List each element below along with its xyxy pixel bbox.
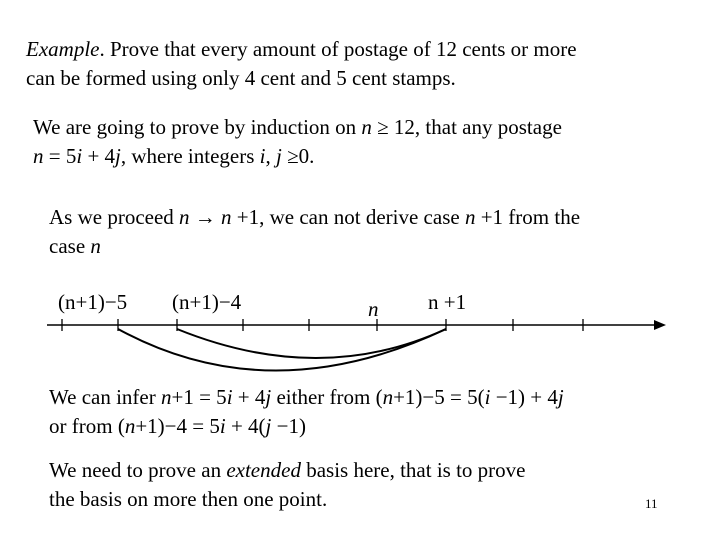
number-line-arrowhead bbox=[654, 320, 666, 330]
example-text: . Prove that every amount of postage of 12 cents or more bbox=[99, 37, 577, 61]
extended-line-1: We need to prove an extended basis here, that is to prove bbox=[49, 458, 526, 482]
proceed-line-1: As we proceed n → n +1, we can not derive case n +1 from the bbox=[49, 205, 581, 229]
extended-word: extended bbox=[226, 458, 301, 482]
proceed-line-2: case n bbox=[49, 234, 101, 258]
arc-from-minus5 bbox=[118, 329, 446, 371]
infer-line-1: We can infer n+1 = 5i + 4j either from (n+1)−5 = 5(i −1) + 4j bbox=[49, 385, 564, 409]
plan-line-1: We are going to prove by induction on n ≥ 12, that any postage bbox=[33, 115, 562, 139]
extended-line-2: the basis on more then one point. bbox=[49, 487, 328, 511]
infer-line-2: or from (n+1)−4 = 5i + 4(j −1) bbox=[49, 414, 306, 438]
label-n-plus1-minus5: (n+1)−5 bbox=[58, 290, 128, 314]
slide-number: 11 bbox=[645, 496, 658, 511]
plan-line-2: n = 5i + 4j, where integers i, j ≥0. bbox=[33, 144, 315, 168]
label-n-plus1: n +1 bbox=[428, 290, 467, 314]
example-line-2: can be formed using only 4 cent and 5 cent stamps. bbox=[26, 66, 456, 90]
arc-from-minus4 bbox=[177, 329, 446, 358]
label-n: n bbox=[368, 297, 379, 321]
label-n-plus1-minus4: (n+1)−4 bbox=[172, 290, 242, 314]
example-label: Example bbox=[26, 37, 100, 61]
